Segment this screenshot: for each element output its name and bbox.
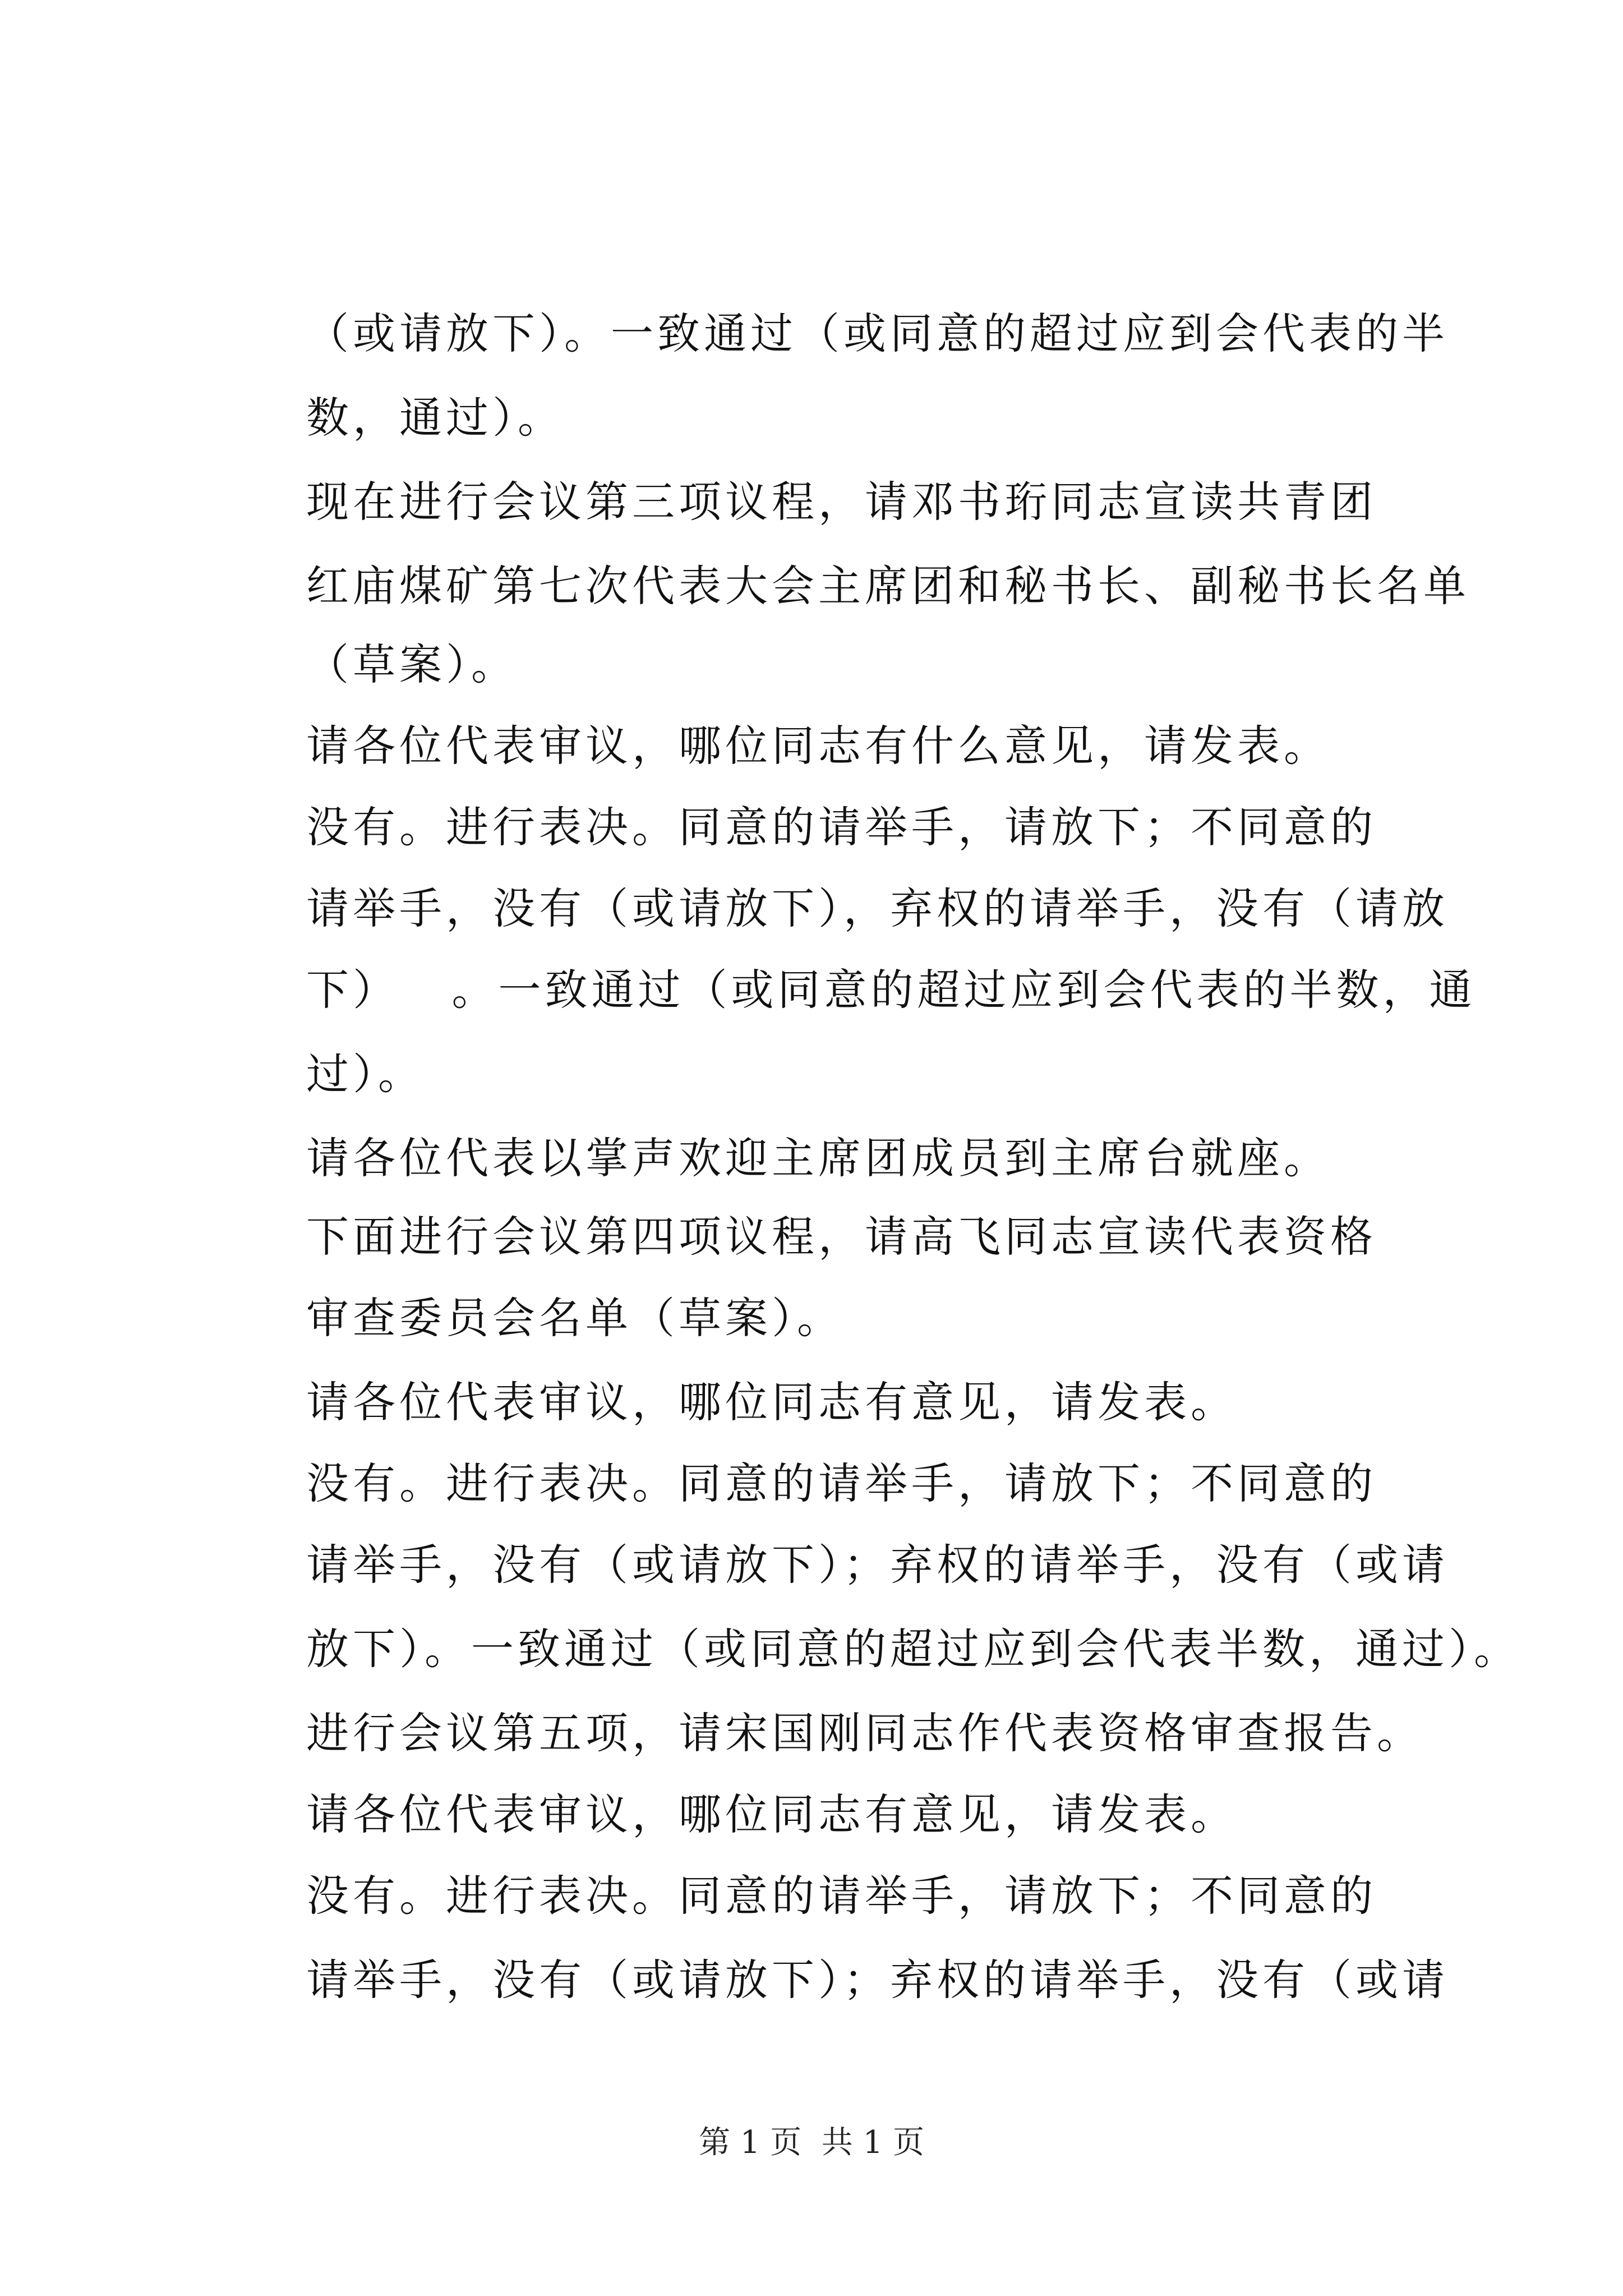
body-line: 请举手，没有（或请放下）；弃权的请举手，没有（或请 xyxy=(306,1955,1449,2005)
body-line: 没有。进行表决。同意的请举手，请放下；不同意的 xyxy=(306,1458,1377,1508)
body-line: 请各位代表审议，哪位同志有意见，请发表。 xyxy=(306,1789,1237,1839)
body-line: 没有。进行表决。同意的请举手，请放下；不同意的 xyxy=(306,802,1377,852)
body-line: 红庙煤矿第七次代表大会主席团和秘书长、副秘书长名单 xyxy=(306,561,1470,611)
body-line: 请举手，没有（或请放下），弃权的请举手，没有（请放 xyxy=(306,884,1449,933)
body-line: （草案）。 xyxy=(306,639,518,689)
body-line: 放下）。一致通过（或同意的超过应到会代表半数，通过）。 xyxy=(306,1624,1520,1674)
body-line: 请各位代表审议，哪位同志有什么意见，请发表。 xyxy=(306,721,1330,771)
body-line: 审查委员会名单（草案）。 xyxy=(306,1293,843,1343)
body-line: 请举手，没有（或请放下）；弃权的请举手，没有（或请 xyxy=(306,1540,1449,1590)
body-line: 进行会议第五项，请宋国刚同志作代表资格审查报告。 xyxy=(306,1708,1423,1758)
body-line: 过）。 xyxy=(306,1049,425,1099)
body-line: （或请放下）。一致通过（或同意的超过应到会代表的半 xyxy=(306,309,1449,358)
body-line: 没有。进行表决。同意的请举手，请放下；不同意的 xyxy=(306,1871,1377,1921)
body-line: 数，通过）。 xyxy=(306,393,564,443)
body-line: 请各位代表以掌声欢迎主席团成员到主席台就座。 xyxy=(306,1133,1330,1183)
page-number-footer: 第 1 页 共 1 页 xyxy=(698,2124,925,2161)
body-line: 请各位代表审议，哪位同志有意见，请发表。 xyxy=(306,1377,1237,1427)
body-line: 下面进行会议第四项议程，请高飞同志宣读代表资格 xyxy=(306,1212,1377,1262)
body-line: 现在进行会议第三项议程，请邓书珩同志宣读共青团 xyxy=(306,477,1377,527)
body-line: 下） 。一致通过（或同意的超过应到会代表的半数，通 xyxy=(306,965,1476,1015)
